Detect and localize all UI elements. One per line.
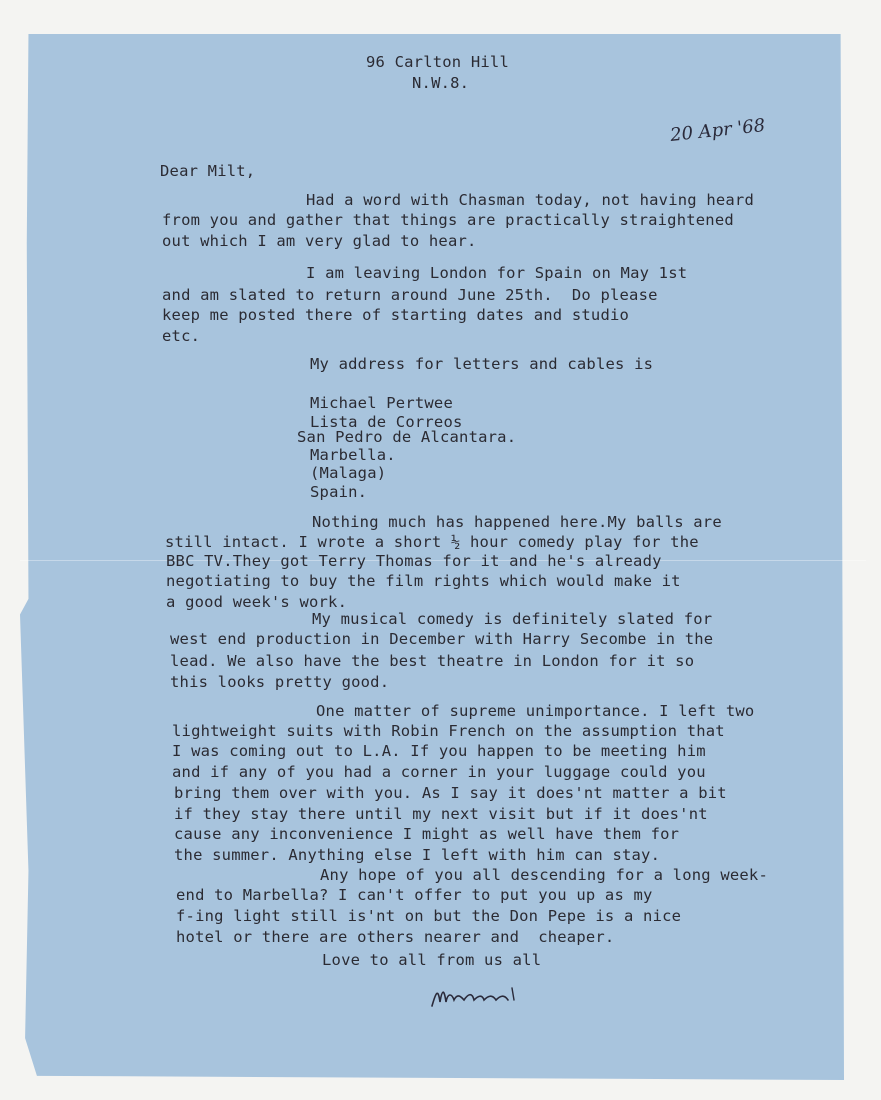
text-line: hotel or there are others nearer and cheaper. [176,928,615,946]
text-line: and am slated to return around June 25th. Do please [162,286,658,304]
text-line: Marbella. [310,446,396,464]
text-line: the summer. Anything else I left with him can stay. [174,846,661,864]
text-line: etc. [162,327,201,345]
text-line: keep me posted there of starting dates and studio [162,306,630,324]
text-line: bring them over with you. As I say it does'nt matter a bit [174,784,727,802]
text-line: BBC TV.They got Terry Thomas for it and he's already [166,552,662,570]
address-intro: My address for letters and cables is [310,355,654,373]
handwritten-date: 20 Apr '68 [669,115,767,146]
text-line: Lista de Correos [310,413,463,431]
text-line: and if any of you had a corner in your luggage could you [172,763,706,781]
address-line-1: 96 Carlton Hill [366,53,509,71]
text-line: One matter of supreme unimportance. I left two [316,702,755,720]
text-line: f-ing light still is'nt on but the Don Pepe is a nice [176,907,682,925]
text-line: Nothing much has happened here.My balls are [312,513,722,531]
text-line: west end production in December with Harry Secombe in the [170,630,714,648]
text-line: if they stay there until my next visit but if it does'nt [174,805,708,823]
text-line: negotiating to buy the film rights which would make it [166,572,681,590]
text-line: Michael Pertwee [310,394,453,412]
text-line: lead. We also have the best theatre in London for it so [170,652,695,670]
text-line: end to Marbella? I can't offer to put you up as my [176,886,653,904]
text-line: (Malaga) [310,464,387,482]
text-line: this looks pretty good. [170,673,390,691]
text-line: from you and gather that things are practically straightened [162,211,734,229]
text-line: out which I am very glad to hear. [162,232,477,250]
salutation: Dear Milt, [160,162,256,180]
text-line: I am leaving London for Spain on May 1st [306,264,688,282]
text-line: a good week's work. [166,593,348,611]
text-line: I was coming out to L.A. If you happen to be meeting him [172,742,706,760]
text-line: still intact. I wrote a short ½ hour comedy play for the [165,533,699,551]
handwritten-signature [428,982,528,1012]
text-line: Spain. [310,483,368,501]
closing: Love to all from us all [322,951,542,969]
text-line: Any hope of you all descending for a long week- [320,866,768,884]
text-line: My musical comedy is definitely slated for [312,610,713,628]
text-line: Had a word with Chasman today, not having heard [306,191,754,209]
text-line: San Pedro de Alcantara. [297,428,517,446]
text-line: lightweight suits with Robin French on the assumption that [172,722,725,740]
text-line: cause any inconvenience I might as well have them for [174,825,680,843]
address-line-2: N.W.8. [412,74,470,92]
